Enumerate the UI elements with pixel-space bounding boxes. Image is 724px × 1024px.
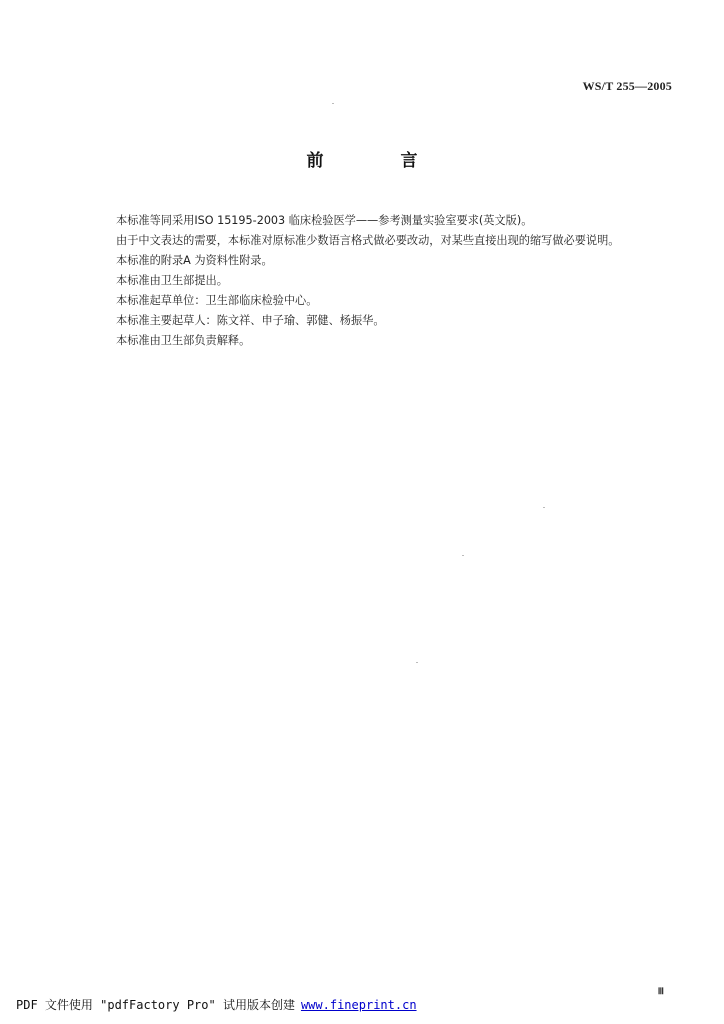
scan-speck xyxy=(416,662,418,663)
paragraph-3: 本标准的附录A 为资料性附录。 xyxy=(116,254,273,267)
page-number: Ⅲ xyxy=(657,986,664,996)
paragraph-2: 由于中文表达的需要，本标准对原标准少数语言格式做必要改动，对某些直接出现的缩写做必要说明。 xyxy=(116,234,620,247)
foreword-body xyxy=(92,211,672,351)
paragraph-1: 本标准等同采用ISO 15195-2003 临床检验医学——参考测量实验室要求(英文版)。 xyxy=(116,214,533,227)
scan-speck xyxy=(332,103,334,104)
footer-text: PDF 文件使用 "pdfFactory Pro" 试用版本创建 xyxy=(16,998,295,1012)
paragraph-5: 本标准起草单位：卫生部临床检验中心。 xyxy=(116,294,318,307)
page-title: 前 言 xyxy=(306,151,448,171)
paragraph-4: 本标准由卫生部提出。 xyxy=(116,274,228,287)
standard-code: WS/T 255—2005 xyxy=(582,79,672,93)
fineprint-link[interactable]: www.fineprint.cn xyxy=(300,998,417,1012)
pdf-factory-footer xyxy=(16,996,417,1013)
scan-speck xyxy=(543,507,545,508)
scan-speck xyxy=(462,555,464,556)
paragraph-6: 本标准主要起草人：陈文祥、申子瑜、郭健、杨振华。 xyxy=(116,314,385,327)
paragraph-7: 本标准由卫生部负责解释。 xyxy=(116,334,251,347)
